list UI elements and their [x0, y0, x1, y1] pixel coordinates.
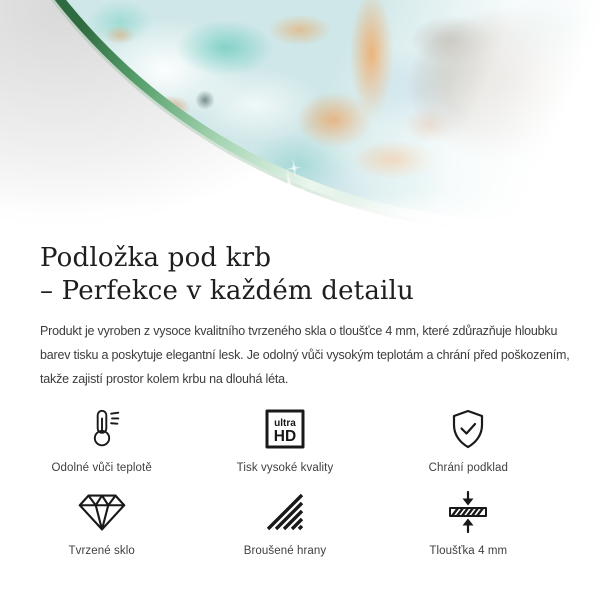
- feature-label: Chrání podklad: [428, 462, 509, 474]
- feature-label: Broušené hrany: [243, 545, 327, 557]
- sparkle-glint-icon: [282, 183, 298, 199]
- white-fade-overlay: [0, 0, 600, 233]
- thickness-icon: [377, 488, 560, 536]
- ultra-hd-icon-text-top: ultra: [274, 418, 296, 429]
- feature-polished-edges: [193, 488, 376, 557]
- description-line: Produkt je vyroben z vysoce kvalitního tvrzeného skla o tloušťce 4 mm, které zdůrazňuje hloubku: [40, 324, 558, 338]
- feature-label: Tloušťka 4 mm: [429, 545, 508, 557]
- sparkle-glint-icon: [290, 164, 297, 171]
- beveled-edge-icon: [193, 488, 376, 536]
- description-line: barev tisku a poskytuje elegantní lesk. Je odolný vůči vysokým teplotám a chrání před poškozením,: [40, 348, 570, 362]
- description-line: takže zajistí prostor kolem krbu na dlouhá léta.: [40, 372, 289, 386]
- page-title-line2: – Perfekce v každém detailu: [40, 276, 414, 306]
- page-title-line1: Podložka pod krb: [40, 243, 272, 273]
- feature-grid: [10, 405, 560, 557]
- hero-product-image: [0, 0, 600, 233]
- page-title: [0, 233, 600, 308]
- feature-label: Odolné vůči teplotě: [51, 462, 152, 474]
- feature-heat-resistant: [10, 405, 193, 474]
- feature-protects-surface: [377, 405, 560, 474]
- ultra-hd-icon-text-bottom: HD: [273, 428, 297, 445]
- feature-label: Tvrzené sklo: [68, 545, 135, 557]
- product-description: [0, 319, 600, 391]
- ultra-hd-icon: [193, 405, 376, 453]
- feature-tempered-glass: [10, 488, 193, 557]
- feature-label: Tisk vysoké kvality: [236, 462, 334, 474]
- feature-thickness: [377, 488, 560, 557]
- diamond-icon: [10, 488, 193, 536]
- feature-print-quality: [193, 405, 376, 474]
- thermometer-icon: [10, 405, 193, 453]
- shield-check-icon: [377, 405, 560, 453]
